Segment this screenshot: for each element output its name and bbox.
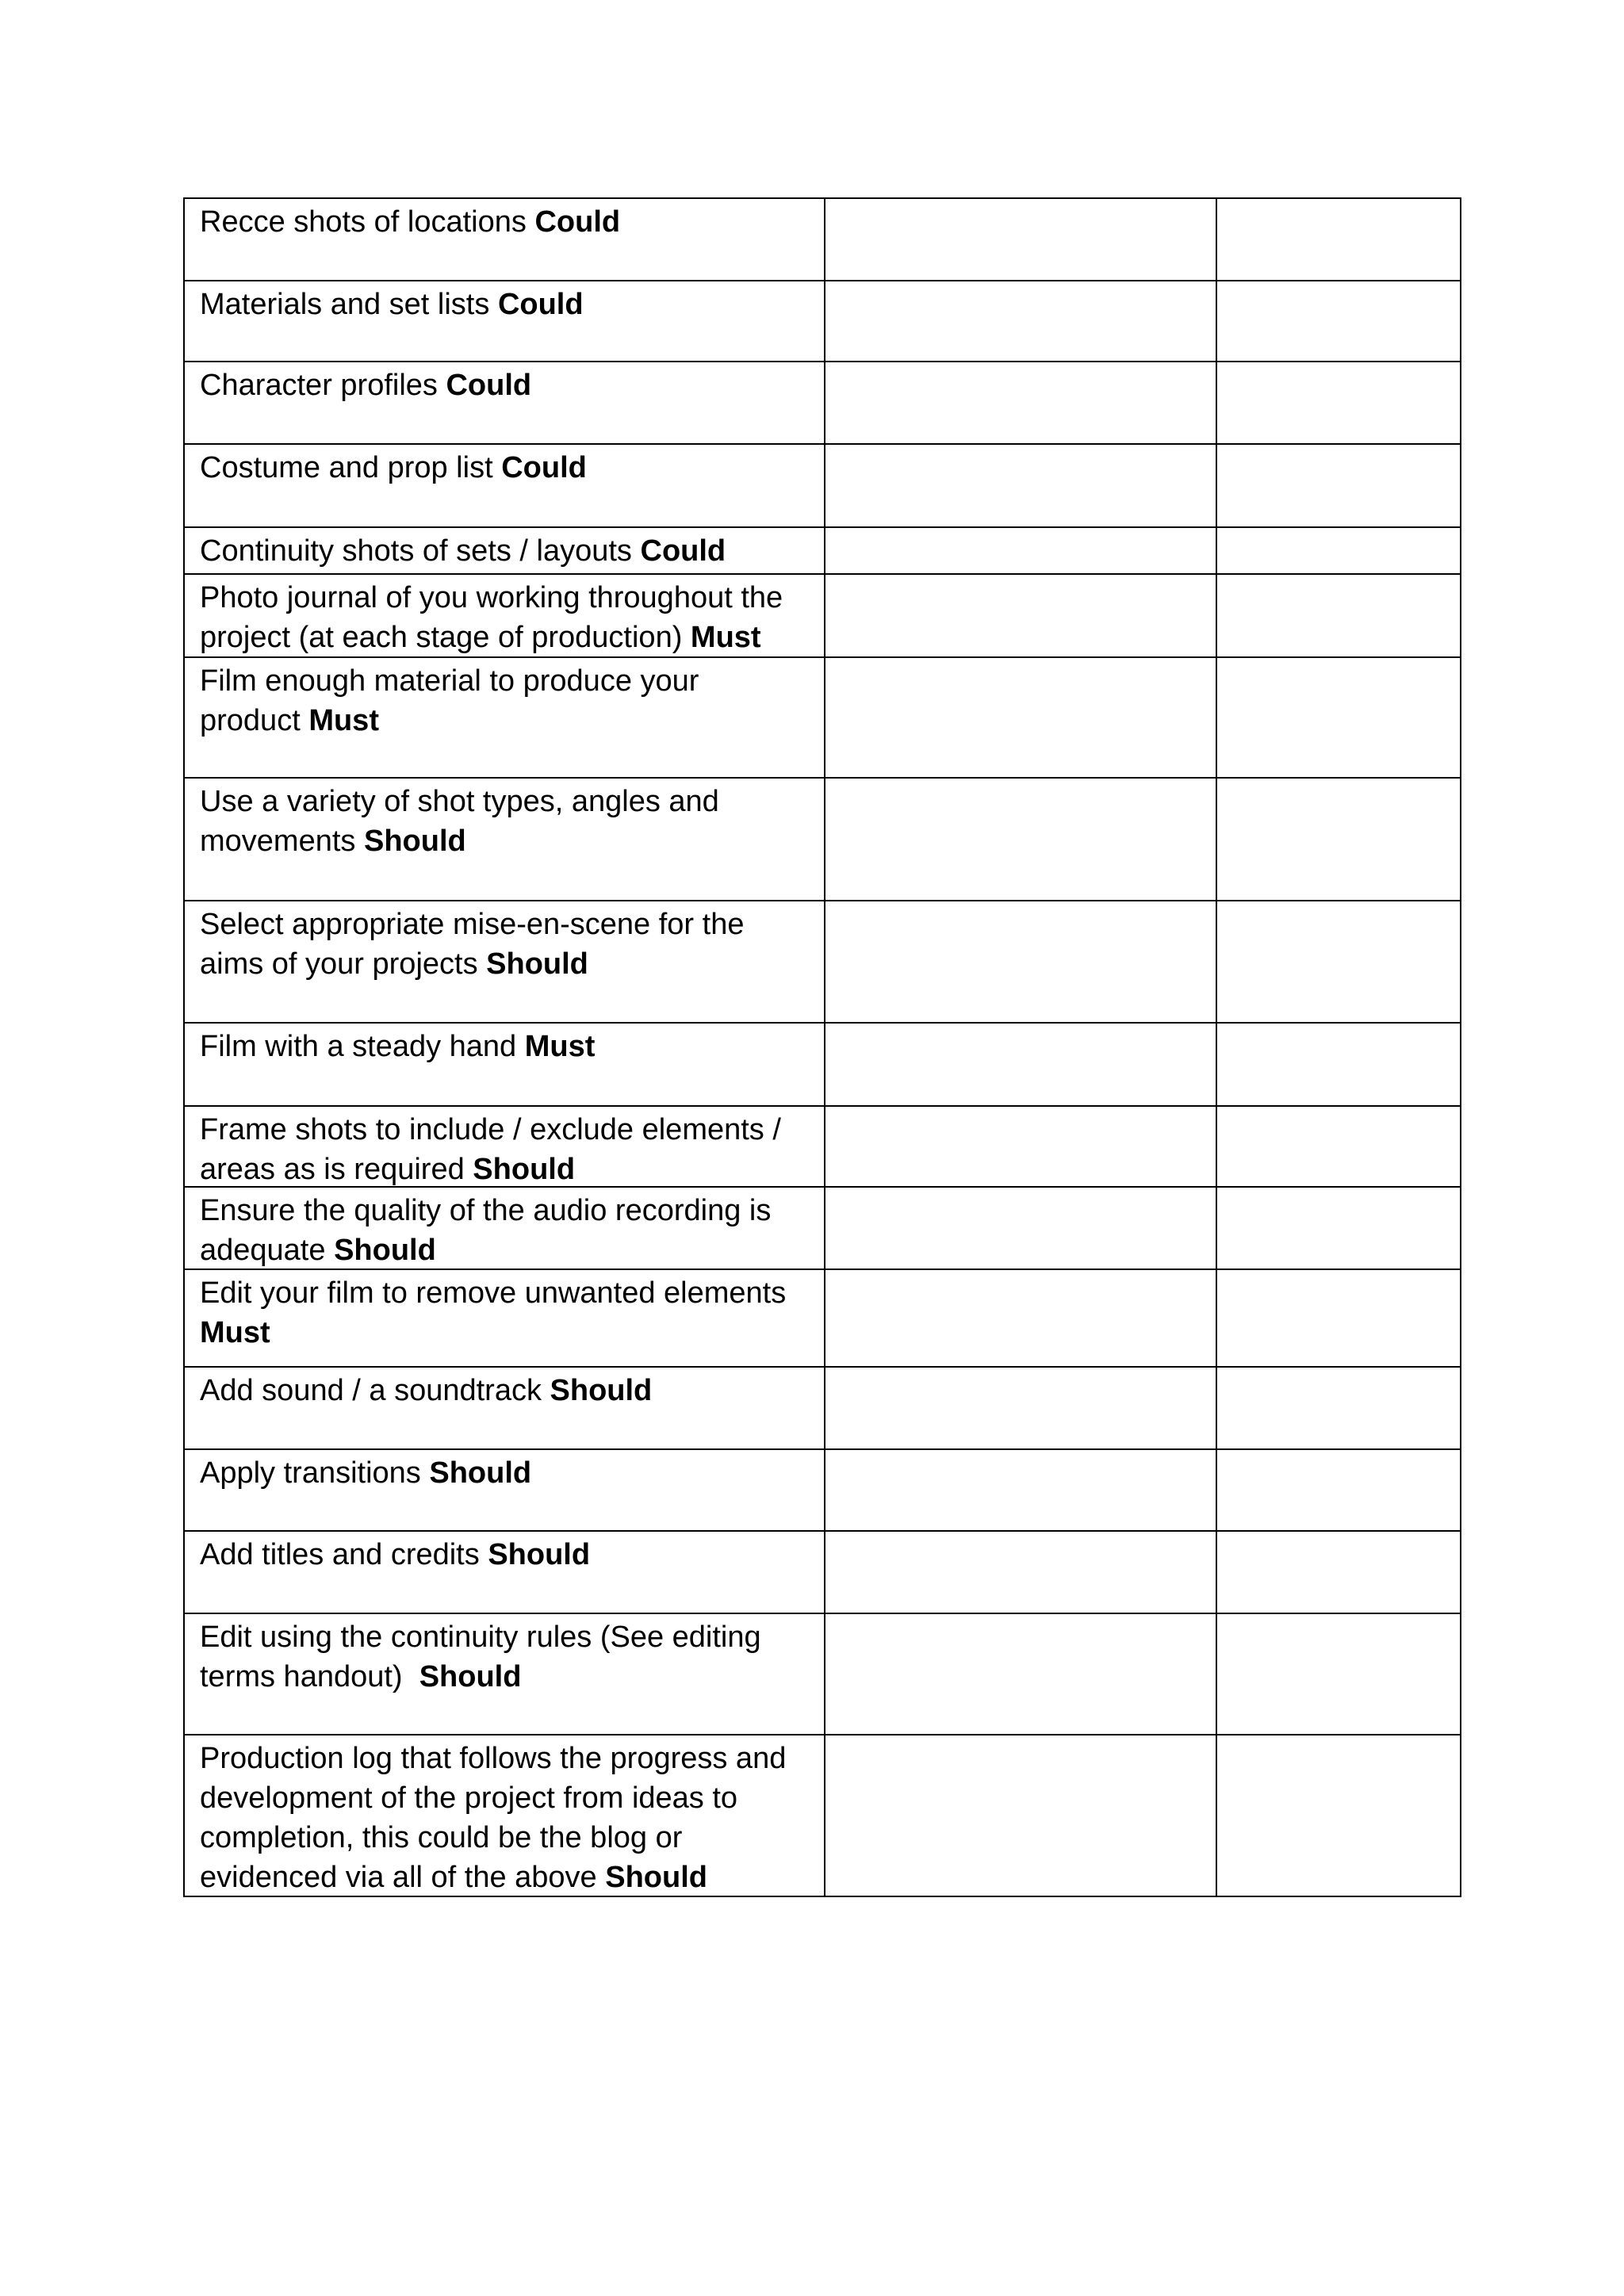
task-cell [184,1023,825,1106]
task-cell [184,574,825,657]
task-text-block [185,782,824,861]
task-text: terms handout) [200,1660,412,1693]
blank-cell [825,1531,1216,1613]
table-row [184,1613,1461,1735]
task-text: product [200,704,301,737]
task-text: Film with a steady hand [200,1030,517,1063]
blank-cell [1216,1613,1461,1735]
task-cell [184,1449,825,1531]
task-text-block [185,531,824,571]
task-text: project (at each stage of production) [200,621,683,654]
task-line [200,944,824,984]
blank-cell [825,1735,1216,1896]
task-line [200,1313,824,1353]
table-row [184,198,1461,281]
priority-label: Must [524,1030,596,1063]
task-text-block [185,1371,824,1410]
task-text-block [185,1110,824,1189]
task-line [200,1858,824,1897]
blank-cell [825,198,1216,281]
blank-cell [1216,1367,1461,1449]
task-line [200,905,824,944]
table-row [184,527,1461,574]
task-cell [184,527,825,574]
priority-label: Could [534,205,621,239]
task-text: Ensure the quality of the audio recording is [200,1194,772,1227]
task-line [200,1617,824,1657]
table-row [184,1367,1461,1449]
table-row [184,362,1461,444]
task-line [200,1818,824,1858]
task-line [200,1657,824,1697]
blank-cell [1216,1735,1461,1896]
task-line [200,202,824,242]
task-line [200,821,824,861]
blank-cell [825,1269,1216,1367]
task-line [200,1739,824,1778]
task-text: aims of your projects [200,947,478,981]
task-text: movements [200,825,356,858]
task-text-block [185,448,824,488]
blank-cell [825,657,1216,778]
task-cell [184,1735,825,1896]
table-row [184,1531,1461,1613]
table-row [184,1187,1461,1269]
task-text: adequate [200,1234,326,1267]
task-text-block [185,1453,824,1493]
blank-cell [1216,1023,1461,1106]
priority-label: Should [419,1660,522,1693]
task-text: Film enough material to produce your [200,664,699,698]
blank-cell [825,362,1216,444]
task-text-block [185,661,824,740]
task-line [200,578,824,618]
blank-cell [1216,1531,1461,1613]
blank-cell [825,778,1216,901]
task-cell [184,1531,825,1613]
priority-label: Must [200,1316,270,1349]
blank-cell [1216,1106,1461,1187]
table-row [184,901,1461,1023]
priority-label: Must [690,621,761,654]
task-text-block [185,905,824,984]
blank-cell [1216,901,1461,1023]
task-text-block [185,1027,824,1066]
blank-cell [825,281,1216,362]
task-text: Costume and prop list [200,451,493,484]
task-cell [184,198,825,281]
task-cell [184,778,825,901]
task-text: evidenced via all of the above [200,1861,597,1894]
task-cell [184,657,825,778]
task-text: areas as is required [200,1153,465,1186]
task-cell [184,1106,825,1187]
task-text-block [185,1617,824,1697]
table-row [184,1023,1461,1106]
priority-label: Could [446,369,532,402]
task-text-block [185,1535,824,1575]
checklist-table-body [184,198,1461,1896]
blank-cell [1216,1269,1461,1367]
priority-label: Could [497,288,584,321]
task-line [200,365,824,405]
task-text-block [185,578,824,657]
priority-label: Should [334,1234,436,1267]
table-row [184,444,1461,527]
task-text: Character profiles [200,369,438,402]
task-line [200,618,824,657]
task-cell [184,1269,825,1367]
blank-cell [825,574,1216,657]
task-text-block [185,202,824,242]
priority-label: Should [550,1374,653,1407]
task-cell [184,1613,825,1735]
task-text: Recce shots of locations [200,205,527,239]
blank-cell [1216,657,1461,778]
task-text: Add sound / a soundtrack [200,1374,542,1407]
table-row [184,281,1461,362]
task-line [200,1273,824,1313]
blank-cell [1216,574,1461,657]
task-text: development of the project from ideas to [200,1781,738,1815]
priority-label: Should [486,947,588,981]
task-text: Edit your film to remove unwanted elements [200,1276,787,1310]
task-text: Add titles and credits [200,1538,480,1571]
task-cell [184,901,825,1023]
task-line [200,448,824,488]
task-cell [184,281,825,362]
checklist-table [183,197,1461,1897]
task-line [200,1150,824,1189]
task-text-block [185,1739,824,1897]
task-line [200,531,824,571]
task-text-block [185,285,824,324]
task-line [200,701,824,740]
task-text: Edit using the continuity rules (See editing [200,1621,761,1654]
blank-cell [1216,778,1461,901]
blank-cell [825,901,1216,1023]
task-line [200,1535,824,1575]
priority-label: Should [429,1456,532,1490]
priority-label: Could [501,451,587,484]
task-text-block [185,1191,824,1270]
task-text: Production log that follows the progress and [200,1742,787,1775]
table-row [184,1735,1461,1896]
blank-cell [1216,1187,1461,1269]
blank-cell [1216,362,1461,444]
blank-cell [1216,198,1461,281]
task-line [200,782,824,821]
task-text: Materials and set lists [200,288,490,321]
blank-cell [825,527,1216,574]
blank-cell [825,444,1216,527]
task-line [200,1371,824,1410]
priority-label: Should [605,1861,708,1894]
task-cell [184,1367,825,1449]
priority-label: Could [640,534,726,568]
table-row [184,1269,1461,1367]
blank-cell [825,1449,1216,1531]
blank-cell [1216,444,1461,527]
task-text: completion, this could be the blog or [200,1821,683,1854]
blank-cell [825,1023,1216,1106]
task-text-block [185,365,824,405]
task-line [200,1453,824,1493]
task-line [200,1778,824,1818]
blank-cell [1216,1449,1461,1531]
blank-cell [1216,281,1461,362]
task-line [200,285,824,324]
task-cell [184,362,825,444]
priority-label: Should [363,825,466,858]
task-text-block [185,1273,824,1353]
table-row [184,1449,1461,1531]
table-row [184,778,1461,901]
task-cell [184,1187,825,1269]
task-text: Use a variety of shot types, angles and [200,785,719,818]
task-line [200,1191,824,1230]
blank-cell [825,1187,1216,1269]
task-line [200,661,824,701]
task-line [200,1230,824,1270]
priority-label: Should [473,1153,576,1186]
blank-cell [825,1367,1216,1449]
task-line [200,1027,824,1066]
task-cell [184,444,825,527]
table-row [184,657,1461,778]
task-line [200,1110,824,1150]
task-text: Photo journal of you working throughout the [200,581,783,614]
priority-label: Should [488,1538,591,1571]
task-text: Select appropriate mise-en-scene for the [200,908,745,941]
table-row [184,574,1461,657]
blank-cell [825,1613,1216,1735]
table-row [184,1106,1461,1187]
priority-label: Must [308,704,379,737]
task-text: Apply transitions [200,1456,421,1490]
blank-cell [825,1106,1216,1187]
task-text: Continuity shots of sets / layouts [200,534,632,568]
task-text: Frame shots to include / exclude elements / [200,1113,781,1146]
blank-cell [1216,527,1461,574]
